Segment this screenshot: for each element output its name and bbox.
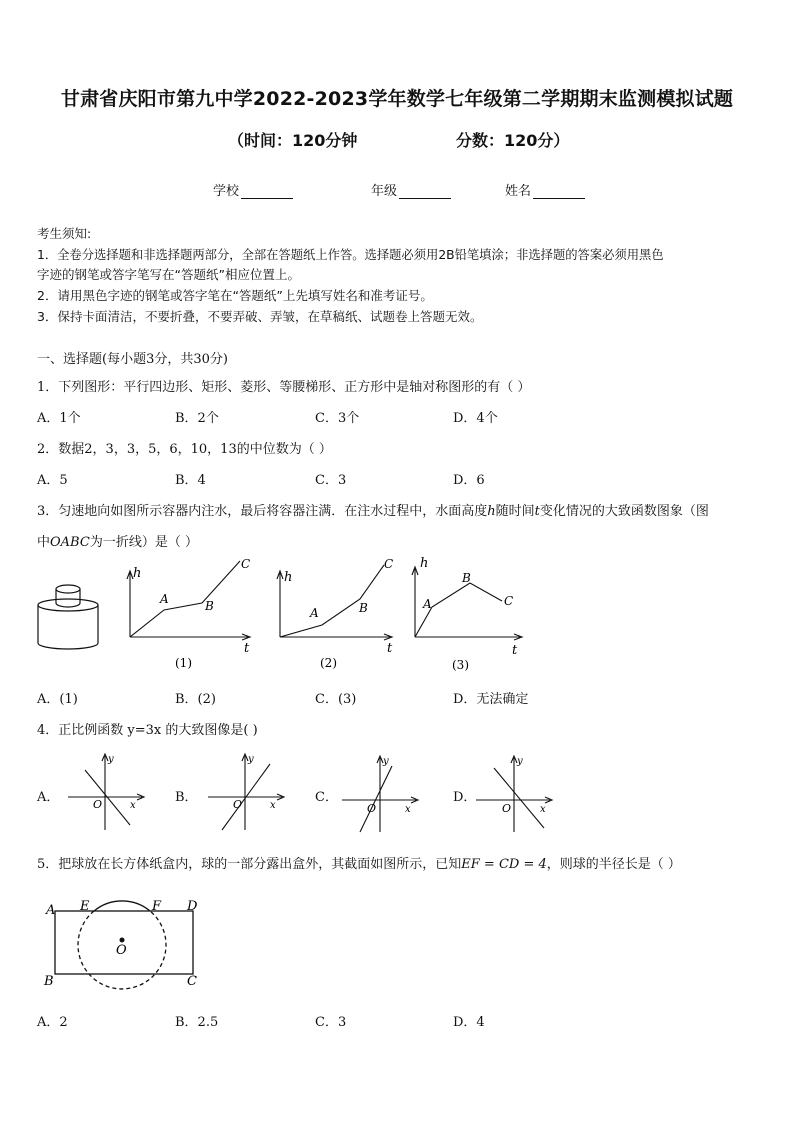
g2-label-t: t xyxy=(387,641,393,656)
g1-caption: (1) xyxy=(175,656,192,670)
q2-option-b[interactable]: B．4 xyxy=(175,473,206,488)
g3-label-b: B xyxy=(462,571,471,585)
q4c-label-o: O xyxy=(367,802,377,815)
g1-label-c: C xyxy=(241,557,251,571)
g3-label-a: A xyxy=(423,597,432,611)
label-d: D xyxy=(187,899,198,914)
question-2: 2．数据2，3，3，5，6，10，13的中位数为（ ） xyxy=(37,442,332,457)
q2-option-a[interactable]: A．5 xyxy=(37,473,68,488)
g2-label-b: B xyxy=(359,601,368,615)
label-e: E xyxy=(80,899,90,914)
q1-option-c[interactable]: C．3个 xyxy=(315,411,360,426)
q4b-label-o: O xyxy=(233,798,243,811)
q4-graphs xyxy=(60,750,570,840)
g3-label-c: C xyxy=(504,594,514,608)
g1-label-a: A xyxy=(160,592,169,606)
ball-arc-outside xyxy=(94,901,150,911)
notice-line-2: 字迹的钢笔或答字笔写在“答题纸”相应位置上。 xyxy=(37,267,300,282)
q3-option-c[interactable]: C．(3) xyxy=(315,692,357,707)
page-title: 甘肃省庆阳市第九中学2022-2023学年数学七年级第二学期期末监测模拟试题 xyxy=(60,88,734,110)
g2-label-h: h xyxy=(284,570,293,585)
exam-time: （时间：120分钟 xyxy=(228,131,358,150)
school-field[interactable]: 学校 xyxy=(213,180,293,199)
q1-option-b[interactable]: B．2个 xyxy=(175,411,219,426)
graph-1 xyxy=(127,561,250,640)
exam-score: 分数：120分） xyxy=(456,131,570,150)
q3-option-a[interactable]: A．(1) xyxy=(37,692,78,707)
g1-label-h: h xyxy=(133,566,142,581)
q3-option-b[interactable]: B．(2) xyxy=(175,692,216,707)
notice-heading: 考生须知: xyxy=(37,226,92,241)
q2-option-c[interactable]: C．3 xyxy=(315,473,347,488)
g3-label-h: h xyxy=(420,556,429,571)
g3-label-t: t xyxy=(512,643,518,658)
question-5: 5．把球放在长方体纸盒内，球的一部分露出盒外，其截面如图所示，已知EF = CD = 4，则球的半径长是（ ） xyxy=(37,857,681,872)
grade-field[interactable]: 年级 xyxy=(371,180,451,199)
section-heading: 一、选择题(每小题3分，共30分) xyxy=(37,352,228,367)
q2-option-d[interactable]: D．6 xyxy=(453,473,485,488)
q4-option-c[interactable]: C． xyxy=(315,790,338,805)
g1-label-b: B xyxy=(205,599,214,613)
label-c: C xyxy=(187,974,197,989)
q5-figure xyxy=(38,890,218,995)
label-b: B xyxy=(44,974,54,989)
q4a-label-o: O xyxy=(93,798,103,811)
g2-label-c: C xyxy=(384,557,394,571)
q5-option-d[interactable]: D．4 xyxy=(453,1015,485,1030)
q4d-label-o: O xyxy=(502,802,512,815)
notice-line-1: 1．全卷分选择题和非选择题两部分，全部在答题纸上作答。选择题必须用2B铅笔填涂；非选择题的答案必须用黑色 xyxy=(37,248,664,262)
g2-label-a: A xyxy=(310,606,319,620)
q3-figure xyxy=(30,555,530,680)
label-f: F xyxy=(152,899,162,914)
q3-option-d[interactable]: D．无法确定 xyxy=(453,692,529,707)
q4d-label-x: x xyxy=(540,804,546,815)
question-3-line-1: 3．匀速地向如图所示容器内注水，最后将容器注满．在注水过程中，水面高度h随时间t变化情况的大致函数图象（图 xyxy=(37,504,709,519)
label-o: O xyxy=(116,943,127,958)
q4a-label-x: x xyxy=(130,800,136,811)
q1-option-a[interactable]: A．1个 xyxy=(37,411,81,426)
question-3-line-2: 中OABC为一折线）是（ ） xyxy=(37,535,198,550)
q5-option-b[interactable]: B．2.5 xyxy=(175,1015,219,1030)
q4d-label-y: y xyxy=(517,756,523,767)
q4-option-d[interactable]: D． xyxy=(453,790,477,805)
q4b-label-y: y xyxy=(248,754,254,765)
label-a: A xyxy=(46,903,56,918)
g2-caption: (2) xyxy=(320,656,337,670)
q1-option-d[interactable]: D．4个 xyxy=(453,411,498,426)
q4-option-b[interactable]: B． xyxy=(175,790,198,805)
g1-label-t: t xyxy=(244,641,250,656)
notice-line-4: 3．保持卡面清洁，不要折叠，不要弄破、弄皱，在草稿纸、试题卷上答题无效。 xyxy=(37,309,483,324)
q4-option-a[interactable]: A． xyxy=(37,790,60,805)
notice-line-3: 2．请用黑色字迹的钢笔或答字笔在“答题纸”上先填写姓名和准考证号。 xyxy=(37,288,433,303)
question-1: 1．下列图形：平行四边形、矩形、菱形、等腰梯形、正方形中是轴对称图形的有（ ） xyxy=(37,380,531,395)
center-dot xyxy=(120,938,125,943)
q4c-label-x: x xyxy=(405,804,411,815)
question-4: 4．正比例函数 y=3x 的大致图像是( ) xyxy=(37,723,258,738)
q4c-label-y: y xyxy=(383,756,389,767)
q4b-label-x: x xyxy=(270,800,276,811)
graph-2 xyxy=(277,565,392,640)
q5-option-a[interactable]: A．2 xyxy=(37,1015,68,1030)
q4a-label-y: y xyxy=(108,754,114,765)
name-field[interactable]: 姓名 xyxy=(505,180,585,199)
g3-caption: (3) xyxy=(452,658,469,672)
q5-option-c[interactable]: C．3 xyxy=(315,1015,347,1030)
container-icon xyxy=(38,585,98,649)
